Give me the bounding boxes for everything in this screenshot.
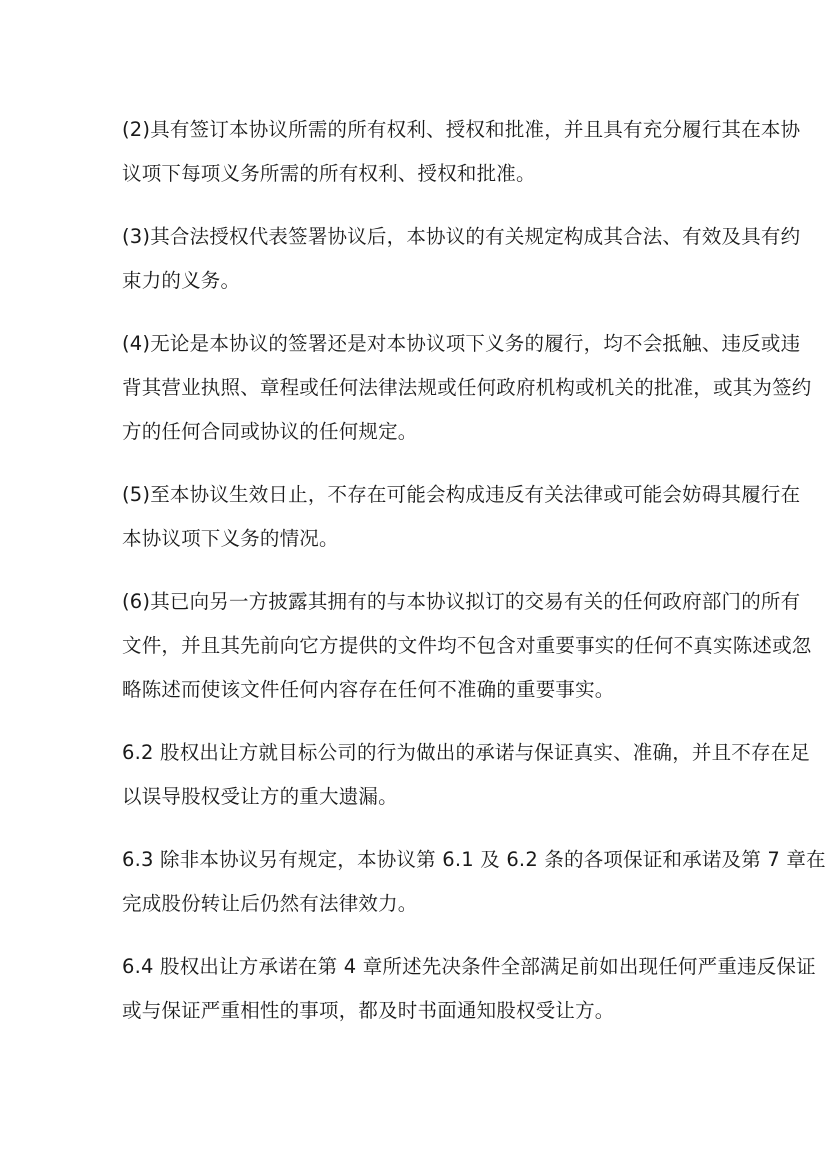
text-line: 6.3 除非本协议另有规定，本协议第 6.1 及 6.2 条的各项保证和承诺及第 7 章在 xyxy=(122,848,826,871)
paragraph xyxy=(122,215,801,303)
text-line: (5)至本协议生效日止，不存在可能会构成违反有关法律或可能会妨碍其履行在 xyxy=(122,483,801,506)
text-line: 完成股份转让后仍然有法律效力。 xyxy=(122,892,418,915)
document-page xyxy=(122,108,826,1052)
text-line: (4)无论是本协议的签署还是对本协议项下义务的履行，均不会抵触、违反或违 xyxy=(122,332,801,355)
text-line: 略陈述而使该文件任何内容存在任何不准确的重要事实。 xyxy=(122,678,615,701)
text-line: 本协议项下义务的情况。 xyxy=(122,527,339,550)
paragraph xyxy=(122,580,812,712)
text-line: 6.4 股权出让方承诺在第 4 章所述先决条件全部满足前如出现任何严重违反保证 xyxy=(122,955,816,978)
paragraph xyxy=(122,108,801,196)
paragraph xyxy=(122,945,816,1033)
text-line: 束力的义务。 xyxy=(122,269,241,292)
text-line: 或与保证严重相性的事项，都及时书面通知股权受让方。 xyxy=(122,999,615,1022)
text-line: 文件，并且其先前向它方提供的文件均不包含对重要事实的任何不真实陈述或忽 xyxy=(122,634,812,657)
text-line: 方的任何合同或协议的任何规定。 xyxy=(122,420,418,443)
text-line: (6)其已向另一方披露其拥有的与本协议拟订的交易有关的任何政府部门的所有 xyxy=(122,590,801,613)
text-line: 议项下每项义务所需的所有权利、授权和批准。 xyxy=(122,162,536,185)
text-line: 背其营业执照、章程或任何法律法规或任何政府机构或机关的批准，或其为签约 xyxy=(122,376,812,399)
text-line: 6.2 股权出让方就目标公司的行为做出的承诺与保证真实、准确，并且不存在足 xyxy=(122,741,811,764)
paragraph xyxy=(122,473,801,561)
text-line: (2)具有签订本协议所需的所有权利、授权和批准，并且具有充分履行其在本协 xyxy=(122,118,801,141)
paragraph xyxy=(122,838,826,926)
text-line: 以误导股权受让方的重大遗漏。 xyxy=(122,785,398,808)
paragraph xyxy=(122,322,812,454)
paragraph xyxy=(122,731,811,819)
text-line: (3)其合法授权代表签署协议后，本协议的有关规定构成其合法、有效及具有约 xyxy=(122,225,801,248)
